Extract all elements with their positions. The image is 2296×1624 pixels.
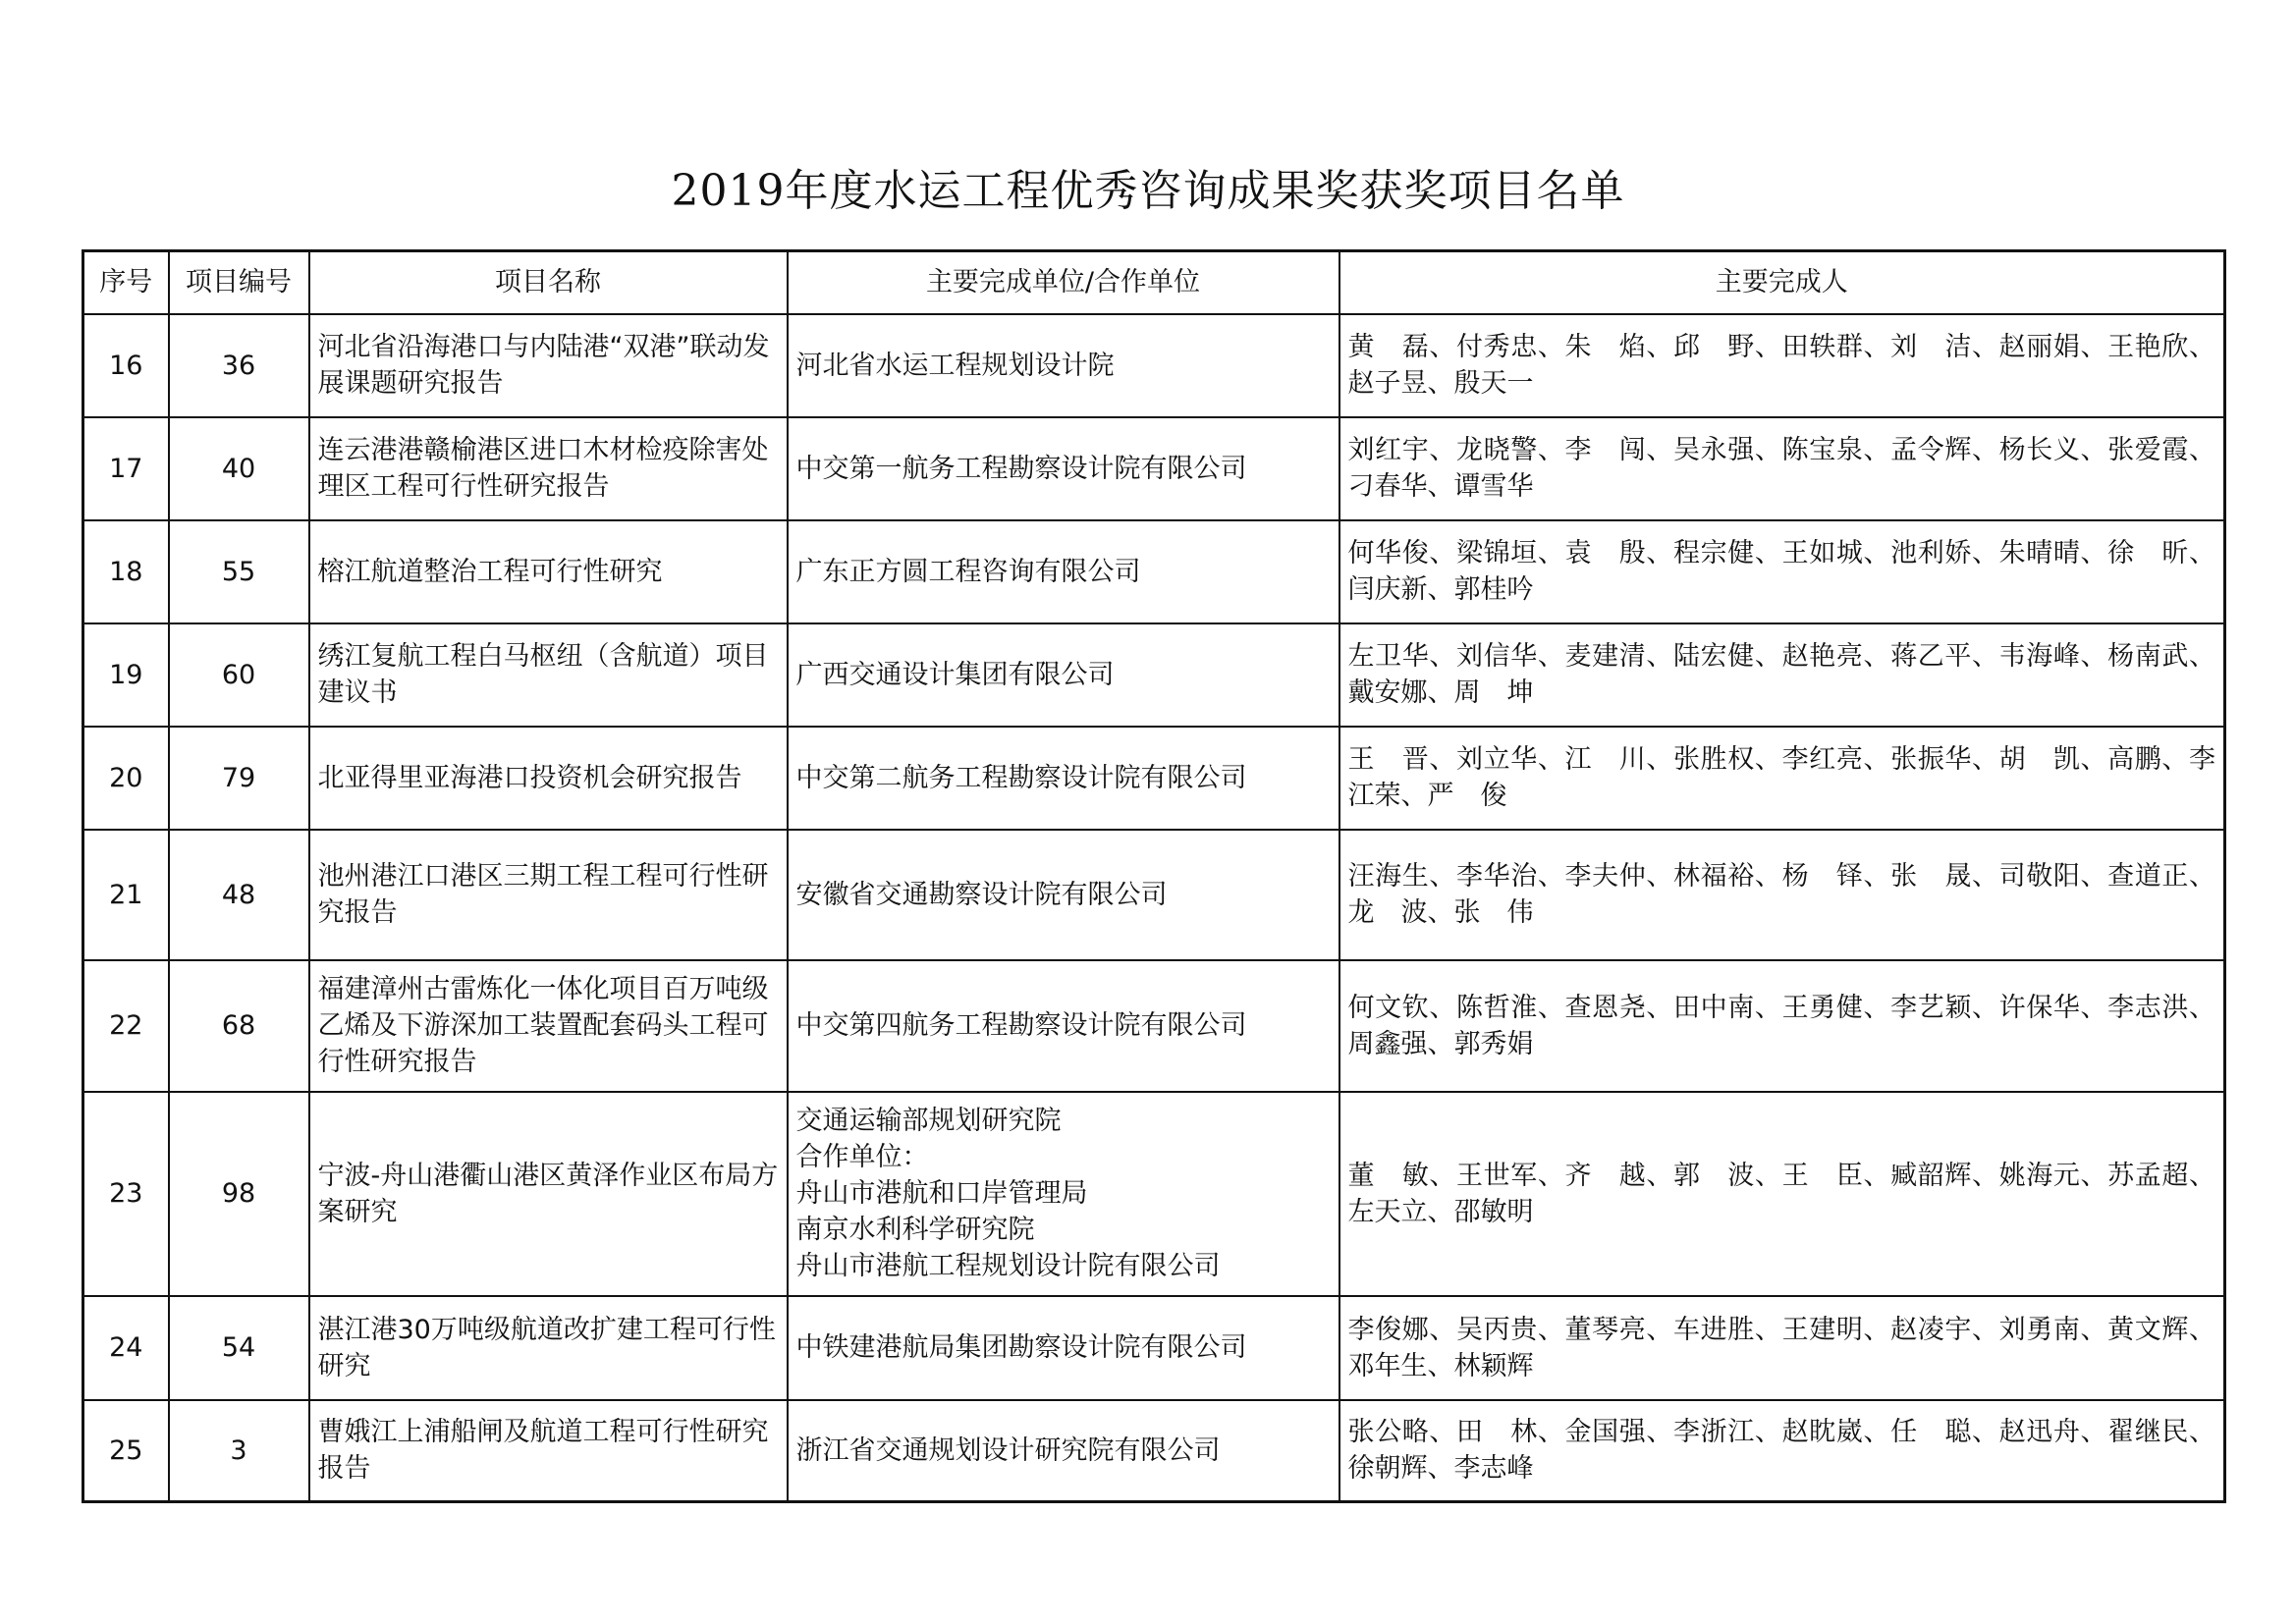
partner-label: 合作单位： [795,1142,929,1172]
row-project-name: 福建漳州古雷炼化一体化项目百万吨级乙烯及下游深加工装置配套码头工程可行性研究报告 [309,960,788,1092]
header-units: 主要完成单位/合作单位 [788,251,1339,314]
row-project-name: 池州港江口港区三期工程工程可行性研究报告 [309,830,788,960]
unit-line: 舟山市港航工程规划设计院有限公司 [795,1251,1221,1281]
table-row [83,830,2225,960]
row-units [788,1296,1339,1400]
table-row [83,727,2225,830]
row-persons: 董 敏、王世军、齐 越、郭 波、王 臣、臧韶辉、姚海元、苏孟超、左天立、邵敏明 [1339,1092,2225,1296]
table-row [83,1400,2225,1502]
row-seq: 17 [83,417,169,520]
table-row [83,623,2225,727]
row-persons: 汪海生、李华治、李夫仲、林福裕、杨 铎、张 晟、司敬阳、查道正、龙 波、张 伟 [1339,830,2225,960]
row-units [788,314,1339,417]
award-table [82,249,2226,1503]
row-units [788,830,1339,960]
row-code: 48 [169,830,309,960]
row-project-name: 宁波-舟山港衢山港区黄泽作业区布局方案研究 [309,1092,788,1296]
row-persons: 李俊娜、吴丙贵、董琴亮、车进胜、王建明、赵凌宇、刘勇南、黄文辉、邓年生、林颖辉 [1339,1296,2225,1400]
header-code: 项目编号 [169,251,309,314]
row-units [788,727,1339,830]
row-seq: 19 [83,623,169,727]
row-seq: 23 [83,1092,169,1296]
row-code: 55 [169,520,309,623]
page-title: 2019年度水运工程优秀咨询成果奖获奖项目名单 [671,166,1625,216]
row-persons: 左卫华、刘信华、麦建清、陆宏健、赵艳亮、蒋乙平、韦海峰、杨南武、戴安娜、周 坤 [1339,623,2225,727]
unit-line: 浙江省交通规划设计研究院有限公司 [795,1435,1221,1466]
table-row [83,1092,2225,1296]
row-code: 68 [169,960,309,1092]
row-code: 54 [169,1296,309,1400]
unit-line: 安徽省交通勘察设计院有限公司 [795,879,1168,910]
row-persons: 黄 磊、付秀忠、朱 焰、邱 野、田轶群、刘 洁、赵丽娟、王艳欣、赵子昱、殷天一 [1339,314,2225,417]
row-seq: 16 [83,314,169,417]
header-name: 项目名称 [309,251,788,314]
row-project-name: 曹娥江上浦船闸及航道工程可行性研究报告 [309,1400,788,1502]
row-seq: 25 [83,1400,169,1502]
unit-line: 广东正方圆工程咨询有限公司 [795,556,1141,587]
table-row [83,1296,2225,1400]
row-persons: 何文钦、陈哲淮、查恩尧、田中南、王勇健、李艺颖、许保华、李志洪、周鑫强、郭秀娟 [1339,960,2225,1092]
header-persons: 主要完成人 [1339,251,2225,314]
row-units [788,1092,1339,1296]
row-project-name: 北亚得里亚海港口投资机会研究报告 [309,727,788,830]
unit-line: 交通运输部规划研究院 [795,1106,1062,1136]
table-row [83,520,2225,623]
row-code: 98 [169,1092,309,1296]
row-project-name: 绣江复航工程白马枢纽（含航道）项目建议书 [309,623,788,727]
unit-line: 河北省水运工程规划设计院 [795,350,1115,381]
unit-line: 中交第四航务工程勘察设计院有限公司 [795,1010,1247,1041]
unit-line: 中铁建港航局集团勘察设计院有限公司 [795,1332,1247,1363]
row-persons: 张公略、田 林、金国强、李浙江、赵眈崴、任 聪、赵迅舟、翟继民、徐朝辉、李志峰 [1339,1400,2225,1502]
row-units [788,417,1339,520]
table-header-row [83,251,2225,314]
unit-line: 舟山市港航和口岸管理局 [795,1178,1088,1209]
row-seq: 21 [83,830,169,960]
row-project-name: 榕江航道整治工程可行性研究 [309,520,788,623]
row-code: 3 [169,1400,309,1502]
row-code: 40 [169,417,309,520]
row-project-name: 连云港港赣榆港区进口木材检疫除害处理区工程可行性研究报告 [309,417,788,520]
unit-line: 广西交通设计集团有限公司 [795,659,1115,690]
row-code: 60 [169,623,309,727]
table-row [83,960,2225,1092]
row-persons: 刘红宇、龙晓警、李 闯、吴永强、陈宝泉、孟令辉、杨长义、张爱霞、刁春华、谭雪华 [1339,417,2225,520]
unit-line: 中交第二航务工程勘察设计院有限公司 [795,762,1247,793]
row-code: 79 [169,727,309,830]
row-units [788,520,1339,623]
row-code: 36 [169,314,309,417]
row-units [788,1400,1339,1502]
header-seq: 序号 [83,251,169,314]
row-persons: 王 晋、刘立华、江 川、张胜权、李红亮、张振华、胡 凯、高鹏、李江荣、严 俊 [1339,727,2225,830]
row-seq: 24 [83,1296,169,1400]
row-seq: 20 [83,727,169,830]
table-row [83,417,2225,520]
row-units [788,960,1339,1092]
row-project-name: 河北省沿海港口与内陆港“双港”联动发展课题研究报告 [309,314,788,417]
row-seq: 18 [83,520,169,623]
row-units [788,623,1339,727]
unit-line: 南京水利科学研究院 [795,1215,1035,1245]
row-seq: 22 [83,960,169,1092]
row-persons: 何华俊、梁锦垣、袁 殷、程宗健、王如城、池利娇、朱晴晴、徐 昕、闫庆新、郭桂吟 [1339,520,2225,623]
unit-line: 中交第一航务工程勘察设计院有限公司 [795,453,1247,484]
row-project-name: 湛江港30万吨级航道改扩建工程可行性研究 [309,1296,788,1400]
table-row [83,314,2225,417]
